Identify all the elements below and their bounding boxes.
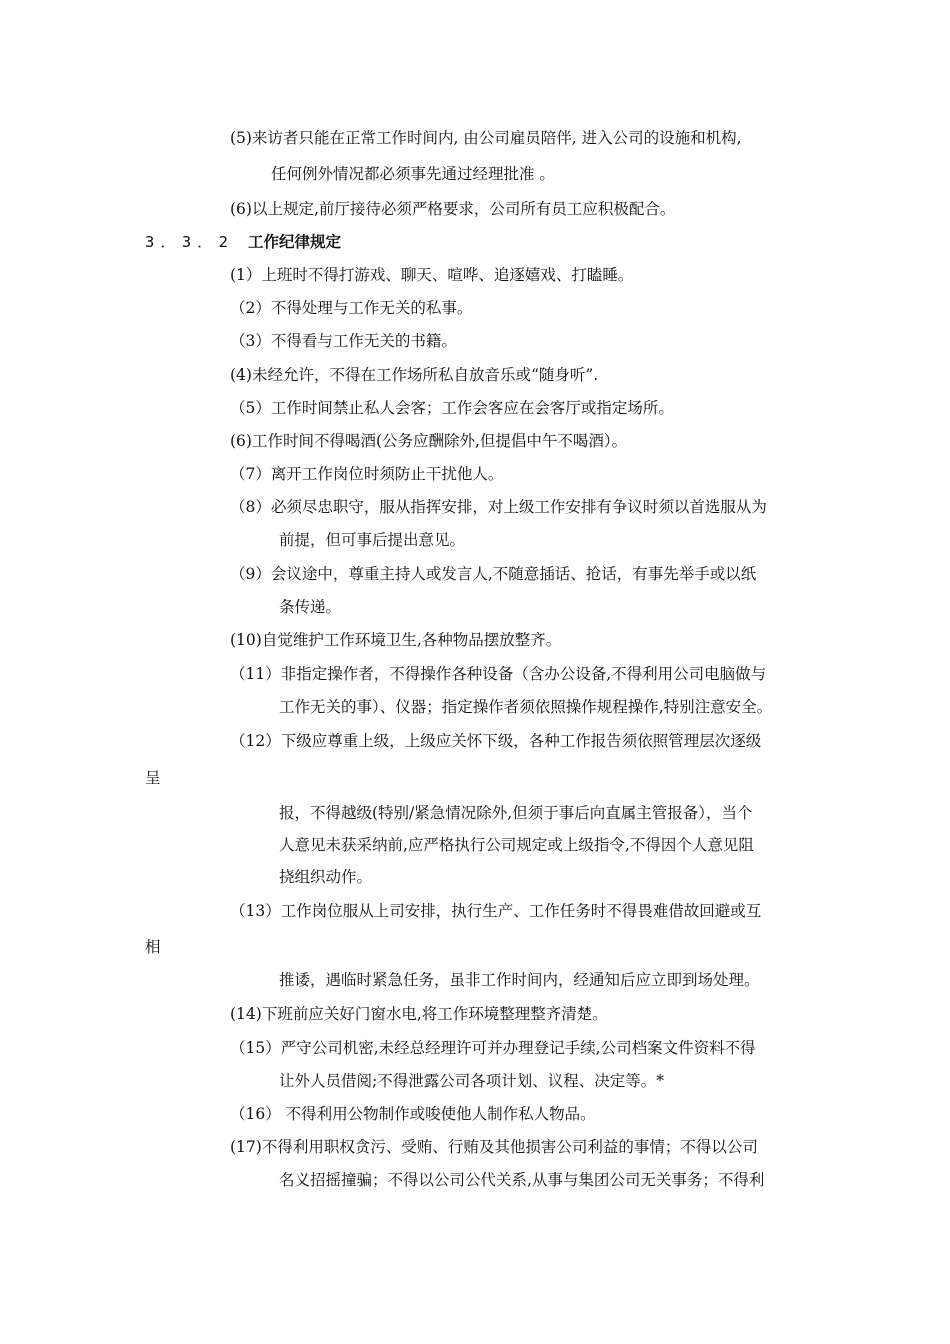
text-line: 相 [145,938,161,956]
text-line: （16） 不得利用公物制作或唆使他人制作私人物品。 [230,1105,596,1123]
text-line: （2）不得处理与工作无关的私事。 [230,299,473,317]
text-line: 任何例外情况都必须事先通过经理批准 。 [271,165,555,183]
text-line: （12）下级应尊重上级，上级应关怀下级，各种工作报告须依照管理层次逐级 [230,732,762,750]
text-line: （11）非指定操作者，不得操作各种设备（含办公设备,不得利用公司电脑做与 [230,665,767,683]
text-line: (6)以上规定,前厅接待必须严格要求，公司所有员工应积极配合。 [230,200,676,218]
text-line: （3）不得看与工作无关的书籍。 [230,332,457,350]
text-line: (4)未经允许，不得在工作场所私自放音乐或“随身听”. [230,366,599,384]
text-line: (1）上班时不得打游戏、聊天、喧哗、追逐嬉戏、打瞌睡。 [230,266,634,284]
text-line: 名义招摇撞骗；不得以公司公代关系,从事与集团公司无关事务；不得利 [279,1171,765,1189]
text-line: 呈 [145,769,161,787]
text-line: (14)下班前应关好门窗水电,将工作环境整理整齐清楚。 [230,1005,608,1023]
section-title: 工作纪律规定 [248,233,342,251]
text-line: 条传递。 [279,598,342,616]
text-line: 让外人员借阅;不得泄露公司各项计划、议程、决定等。* [279,1072,664,1090]
section-heading [145,232,341,252]
text-line: (10)自觉维护工作环境卫生,各种物品摆放整齐。 [230,631,562,649]
text-line: 推诿，遇临时紧急任务，虽非工作时间内，经通知后应立即到场处理。 [279,971,760,989]
text-line: （8）必须尽忠职守，服从指挥安排，对上级工作安排有争议时须以首选服从为 [230,498,767,516]
text-line: (6)工作时间不得喝酒(公务应酬除外,但提倡中午不喝酒）。 [230,432,628,450]
section-number: 3．3．2 [145,233,234,251]
text-line: (17)不得利用职权贪污、受贿、行贿及其他损害公司利益的事情；不得以公司 [230,1138,758,1156]
text-line: （15）严守公司机密,未经总经理许可并办理登记手续,公司档案文件资料不得 [230,1039,756,1057]
text-line: （13）工作岗位服从上司安排，执行生产、工作任务时不得畏难借故回避或互 [230,902,762,920]
text-line: 人意见未获采纳前,应严格执行公司规定或上级指令,不得因个人意见阻 [279,836,754,854]
text-line: 挠组织动作。 [279,868,373,886]
text-line: 报，不得越级(特别/紧急情况除外,但须于事后向直属主管报备），当个 [279,804,753,822]
text-line: （9）会议途中，尊重主持人或发言人,不随意插话、抢话，有事先举手或以纸 [230,565,757,583]
text-line: 工作无关的事）、仪器；指定操作者须依照操作规程操作,特别注意安全。 [279,698,773,716]
text-line: （5）工作时间禁止私人会客；工作会客应在会客厅或指定场所。 [230,399,674,417]
text-line: 前提，但可事后提出意见。 [279,531,466,549]
text-line: （7）离开工作岗位时须防止干扰他人。 [230,465,504,483]
text-line: (5)来访者只能在正常工作时间内, 由公司雇员陪伴, 进入公司的设施和机构, [230,129,742,147]
